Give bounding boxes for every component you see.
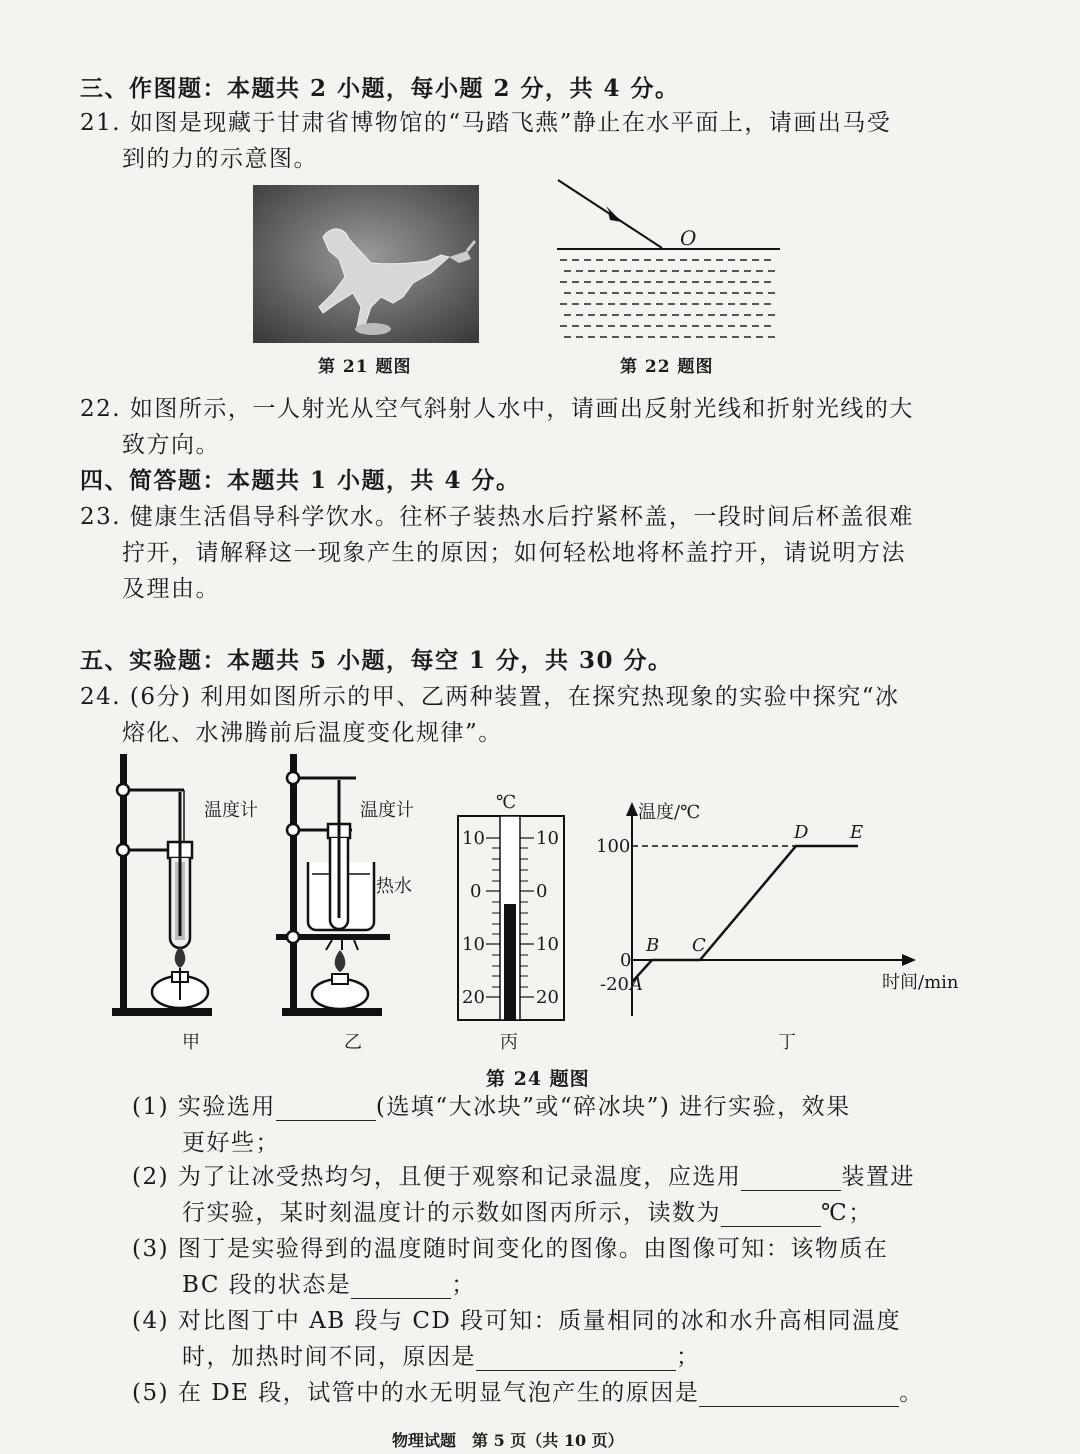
answer-blank-2[interactable] (741, 1168, 841, 1191)
q24-p1 (132, 1088, 851, 1121)
point-e: E (850, 822, 864, 843)
celsius-unit: ℃ (496, 792, 517, 813)
q24-p3-line2 (182, 1266, 476, 1299)
horse-photo (253, 185, 479, 343)
section-5-title: 五、实验题：本题共 5 小题，每空 1 分，共 30 分。 (80, 647, 673, 674)
q24-line1: 24. (6分) 利用如图所示的甲、乙两种装置，在探究热现象的实验中探究“冰 (80, 684, 900, 710)
label-jia: 甲 (182, 1032, 200, 1053)
q22-caption: 第 22 题图 (620, 357, 714, 377)
q24-p5b: 。 (899, 1380, 924, 1406)
scale-left-0: 0 (470, 881, 482, 902)
yi-thermometer-label: 温度计 (360, 800, 414, 821)
scale-left-minus20: 20 (462, 987, 485, 1008)
scale-right-minus10: 10 (536, 934, 559, 955)
q24-p4a: (4) 对比图丁中 AB 段与 CD 段可知：质量相同的冰和水升高相同温度 (132, 1308, 902, 1334)
answer-blank-1[interactable] (276, 1098, 376, 1121)
answer-blank-3[interactable] (721, 1204, 821, 1227)
answer-blank-6[interactable] (699, 1384, 899, 1407)
scale-right-minus20: 20 (536, 987, 559, 1008)
q24-p1b: (选填“大冰块”或“碎冰块”) 进行实验，效果 (375, 1094, 851, 1120)
graph-y-100: 100 (596, 836, 631, 857)
scale-right-0: 0 (536, 881, 548, 902)
q24-p2d: ℃； (821, 1200, 873, 1226)
q24-p4c: ； (676, 1344, 701, 1370)
q24-p3a: (3) 图丁是实验得到的温度随时间变化的图像。由图像可知：该物质在 (132, 1236, 889, 1262)
q24-p3c: ； (451, 1272, 476, 1298)
q24-caption: 第 24 题图 (486, 1068, 590, 1090)
q24-p2c: 行实验，某时刻温度计的示数如图丙所示，读数为 (182, 1200, 721, 1226)
water-diagram (552, 176, 782, 346)
apparatus-jia (112, 750, 222, 1020)
q23-line1: 23. 健康生活倡导科学饮水。往杯子装热水后拧紧杯盖，一段时间后杯盖很难 (80, 504, 914, 530)
q21-line2: 到的力的示意图。 (122, 146, 318, 172)
label-yi: 乙 (344, 1032, 362, 1053)
q24-p5 (132, 1374, 924, 1407)
q24-p5a: (5) 在 DE 段，试管中的水无明显气泡产生的原因是 (132, 1380, 700, 1406)
section-3-title: 三、作图题：本题共 2 小题，每小题 2 分，共 4 分。 (80, 75, 680, 102)
q24-p2 (132, 1158, 915, 1191)
point-a: A (630, 974, 643, 995)
q24-p2b: 装置进 (841, 1164, 915, 1190)
scale-left-minus10: 10 (462, 934, 485, 955)
q21-line1: 21. 如图是现藏于甘肃省博物馆的“马踏飞燕”静止在水平面上，请画出马受 (80, 110, 892, 136)
q22-line1: 22. 如图所示，一人射光从空气斜射人水中，请画出反射光线和折射光线的大 (80, 396, 914, 422)
section-4-title: 四、简答题：本题共 1 小题，共 4 分。 (80, 467, 521, 494)
page-footer: 物理试题 第 5 页（共 10 页） (392, 1431, 624, 1450)
q24-p2-line2 (182, 1194, 873, 1227)
q24-p4-line2 (182, 1338, 701, 1371)
point-o-label: O (680, 226, 697, 250)
jia-thermometer-label: 温度计 (204, 800, 258, 821)
q24-line2: 熔化、水沸腾前后温度变化规律”。 (122, 720, 503, 746)
scale-right-10: 10 (536, 828, 559, 849)
graph-y-0: 0 (620, 950, 632, 971)
point-c: C (692, 935, 706, 956)
q24-p1a: (1) 实验选用 (132, 1094, 276, 1120)
graph-y-neg20: -20 (600, 974, 629, 995)
graph-y-label: 温度/℃ (638, 802, 701, 823)
point-d: D (794, 822, 809, 843)
q24-p3b: BC 段的状态是 (182, 1272, 352, 1298)
temperature-graph (600, 800, 920, 1020)
point-b: B (646, 935, 660, 956)
scale-left-10: 10 (462, 828, 485, 849)
q24-p4b: 时，加热时间不同，原因是 (182, 1344, 476, 1370)
label-bing: 丙 (500, 1032, 518, 1053)
q21-caption: 第 21 题图 (318, 357, 412, 377)
q24-p1c: 更好些； (182, 1130, 280, 1156)
hot-water-label: 热水 (376, 876, 412, 897)
q24-p2a: (2) 为了让冰受热均匀，且便于观察和记录温度，应选用 (132, 1164, 742, 1190)
graph-x-label: 时间/min (882, 972, 959, 993)
label-ding: 丁 (778, 1032, 796, 1053)
answer-blank-5[interactable] (476, 1348, 676, 1371)
q23-line3: 及理由。 (122, 576, 220, 602)
q22-line2: 致方向。 (122, 432, 220, 458)
q23-line2: 拧开，请解释这一现象产生的原因；如何轻松地将杯盖拧开，请说明方法 (122, 540, 906, 566)
answer-blank-4[interactable] (351, 1276, 451, 1299)
